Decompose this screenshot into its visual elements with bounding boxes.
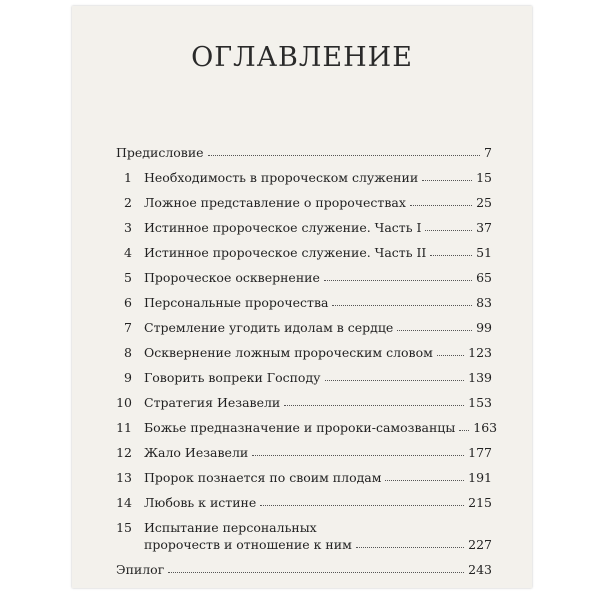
dot-leader — [430, 255, 472, 256]
toc-entry-label: Предисловие — [116, 145, 204, 160]
dot-leader — [422, 180, 472, 181]
toc-entry-page: 177 — [468, 445, 492, 460]
toc-entry-page: 51 — [476, 245, 492, 260]
toc-entry-label: Истинное пророческое служение. Часть II — [144, 245, 427, 260]
toc-entry-12 — [116, 440, 492, 460]
toc-entry-label: Осквернение ложным пророческим словом — [144, 345, 433, 360]
dot-leader — [324, 280, 472, 281]
toc-entry-page: 7 — [484, 145, 492, 160]
toc-entry-10 — [116, 390, 492, 410]
toc-entry-1 — [116, 165, 492, 185]
toc-entry-label: Эпилог — [116, 562, 165, 577]
toc-entry-11 — [116, 415, 498, 435]
toc-entry-label: Необходимость в пророческом служении — [144, 170, 419, 185]
chapter-number: 6 — [124, 295, 132, 310]
toc-entry-epilogue — [116, 557, 492, 577]
toc-entry-page: 37 — [476, 220, 492, 235]
dot-leader — [356, 547, 464, 548]
toc-entry-page: 99 — [476, 320, 492, 335]
toc-entry-page: 227 — [468, 537, 492, 552]
toc-entry-preface — [116, 140, 492, 160]
toc-entry-page: 123 — [468, 345, 492, 360]
toc-entry-label: Истинное пророческое служение. Часть I — [144, 220, 422, 235]
toc-entry-6 — [116, 290, 492, 310]
toc-entry-13 — [116, 465, 492, 485]
toc-entry-label: Испытание персональных — [144, 520, 317, 535]
chapter-number: 11 — [116, 420, 132, 435]
chapter-number: 3 — [124, 220, 132, 235]
toc-entry-label: Пророческое осквернение — [144, 270, 320, 285]
chapter-number: 5 — [124, 270, 132, 285]
chapter-number: 15 — [116, 520, 132, 535]
dot-leader — [332, 305, 472, 306]
dot-leader — [252, 455, 464, 456]
dot-leader — [208, 155, 480, 156]
chapter-number: 12 — [116, 445, 132, 460]
toc-entry-2 — [116, 190, 492, 210]
dot-leader — [459, 430, 469, 431]
dot-leader — [325, 380, 465, 381]
toc-entry-4 — [116, 240, 492, 260]
chapter-number: 2 — [124, 195, 132, 210]
table-of-contents — [72, 6, 532, 588]
dot-leader — [385, 480, 464, 481]
chapter-number: 9 — [124, 370, 132, 385]
toc-entry-15-continued — [144, 532, 492, 552]
chapter-number: 8 — [124, 345, 132, 360]
toc-entry-page: 15 — [476, 170, 492, 185]
toc-entry-label: Стратегия Иезавели — [144, 395, 281, 410]
toc-entry-page: 243 — [468, 562, 492, 577]
chapter-number: 7 — [124, 320, 132, 335]
toc-entry-label: Стремление угодить идолам в сердце — [144, 320, 394, 335]
toc-entry-14 — [116, 490, 492, 510]
toc-entry-label: Пророк познается по своим плодам — [144, 470, 382, 485]
toc-entry-page: 25 — [476, 195, 492, 210]
toc-entry-page: 139 — [468, 370, 492, 385]
toc-entry-page: 65 — [476, 270, 492, 285]
page-title: ОГЛАВЛЕНИЕ — [191, 42, 413, 73]
toc-entry-3 — [116, 215, 492, 235]
dot-leader — [168, 572, 464, 573]
toc-entry-label: Жало Иезавели — [144, 445, 249, 460]
chapter-number: 1 — [124, 170, 132, 185]
dot-leader — [397, 330, 472, 331]
toc-entry-page: 83 — [476, 295, 492, 310]
dot-leader — [284, 405, 464, 406]
toc-entry-label: Божье предназначение и пророки-самозванцы — [144, 420, 456, 435]
toc-entry-page: 163 — [473, 420, 498, 435]
toc-entry-label: пророчеств и отношение к ним — [144, 537, 352, 552]
chapter-number: 4 — [124, 245, 132, 260]
dot-leader — [410, 205, 472, 206]
toc-entry-label: Любовь к истине — [144, 495, 257, 510]
toc-entry-8 — [116, 340, 492, 360]
chapter-number: 14 — [116, 495, 132, 510]
toc-entry-page: 191 — [468, 470, 492, 485]
toc-entry-label: Персональные пророчества — [144, 295, 329, 310]
dot-leader — [437, 355, 464, 356]
chapter-number: 10 — [116, 395, 132, 410]
chapter-number: 13 — [116, 470, 132, 485]
toc-entry-page: 215 — [468, 495, 492, 510]
toc-entry-page: 153 — [468, 395, 492, 410]
toc-entry-5 — [116, 265, 492, 285]
toc-entry-label: Ложное представление о пророчествах — [144, 195, 406, 210]
dot-leader — [260, 505, 464, 506]
toc-entry-9 — [116, 365, 492, 385]
book-page — [72, 6, 532, 588]
dot-leader — [425, 230, 472, 231]
toc-entry-label: Говорить вопреки Господу — [144, 370, 321, 385]
toc-entry-7 — [116, 315, 492, 335]
